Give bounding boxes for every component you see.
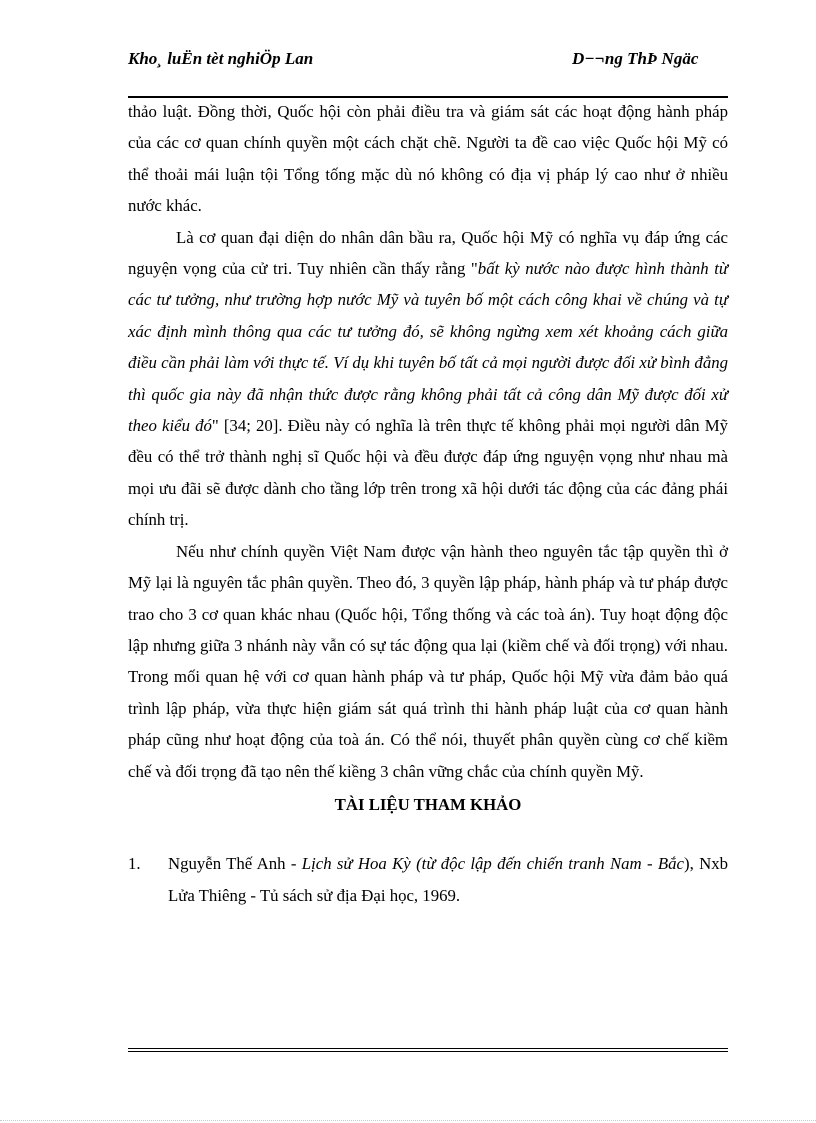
paragraph-2-start: Là cơ quan đại diện do nhân dân bầu ra, Quốc hội Mỹ có nghĩa vụ đáp ứng các nguyện vọng của cử tri. Tuy nhiên cần thấy rằng " [128,227,728,279]
reference-publisher: ), Nxb Lửa Thiêng - Tủ sách sử địa Đại học, 1969. [168,854,728,905]
paragraph-2 [128,222,728,536]
reference-title: Lịch sử Hoa Kỳ (từ độc lập đến chiến tranh Nam - Bắc [301,854,684,874]
reference-number: 1. [128,854,141,874]
reference-item [128,848,728,911]
paragraph-3: Nếu như chính quyền Việt Nam được vận hành theo nguyên tắc tập quyền thì ở Mỹ lại là nguyên tắc phân quyền. Theo đó, 3 quyền lập pháp, hành pháp và tư pháp được trao cho 3 cơ quan khác nhau (Quốc hội, Tổng thống và các toà án). Tuy hoạt động độc lập nhưng giữa 3 nhánh này vẫn có sự tác động qua lại (kiềm chế và đối trọng) với nhau. Trong mối quan hệ với cơ quan hành pháp và tư pháp, Quốc hội Mỹ vừa đảm bảo quá trình lập pháp, vừa thực hiện giám sát quá trình thi hành pháp luật của cơ quan hành pháp cũng như hoạt động của toà án. Có thể nói, thuyết phân quyền cùng cơ chế kiềm chế và đối trọng đã tạo nên thế kiềng 3 chân vững chắc của chính quyền Mỹ. [128,541,728,781]
reference-author: Nguyễn Thế Anh - [168,854,302,874]
header-thesis-label: Kho¸ luËn tèt nghiÖp Lan [128,49,314,68]
footer-rule-top [128,1048,728,1049]
footer-rule-bottom [128,1051,728,1052]
body-text [128,96,728,911]
header-author-name: D−¬ng ThÞ Ngäc [572,49,699,68]
page-edge [0,1120,816,1121]
paragraph-continued: thảo luật. Đồng thời, Quốc hội còn phải điều tra và giám sát các hoạt động hành pháp của các cơ quan chính quyền một cách chặt chẽ. Người ta đề cao việc Quốc hội Mỹ có thể thoải mái luận tội Tổng tống mặc dù nó không có địa vị pháp lý cao như ở nhiều nước khác. [128,102,728,216]
references-heading: TÀI LIỆU THAM KHẢO [334,794,522,814]
quotation: bất kỳ nước nào được hình thành từ các tư tưởng, như trường hợp nước Mỹ và tuyên bố một cách công khai về chúng và tự xác định mình thông qua các tư tưởng đó, sẽ không ngừng xem xét khoảng cách giữa điều cần phải làm với thực tế. Ví dụ khi tuyên bố tất cả mọi người được đối xử bình đẳng thì quốc gia này đã nhận thức được rằng không phải tất cả công dân Mỹ được đối xử theo kiểu đó [128,259,729,436]
paragraph-2-end: " [34; 20]. Điều này có nghĩa là trên thực tế không phải mọi người dân Mỹ đều có thể trở thành nghị sĩ Quốc hội và đều được đáp ứng nguyện vọng như nhau mà mọi ưu đãi sẽ được dành cho tầng lớp trên trong xã hội dưới tác động của các đảng phái chính trị. [128,416,729,530]
running-header [128,48,728,94]
